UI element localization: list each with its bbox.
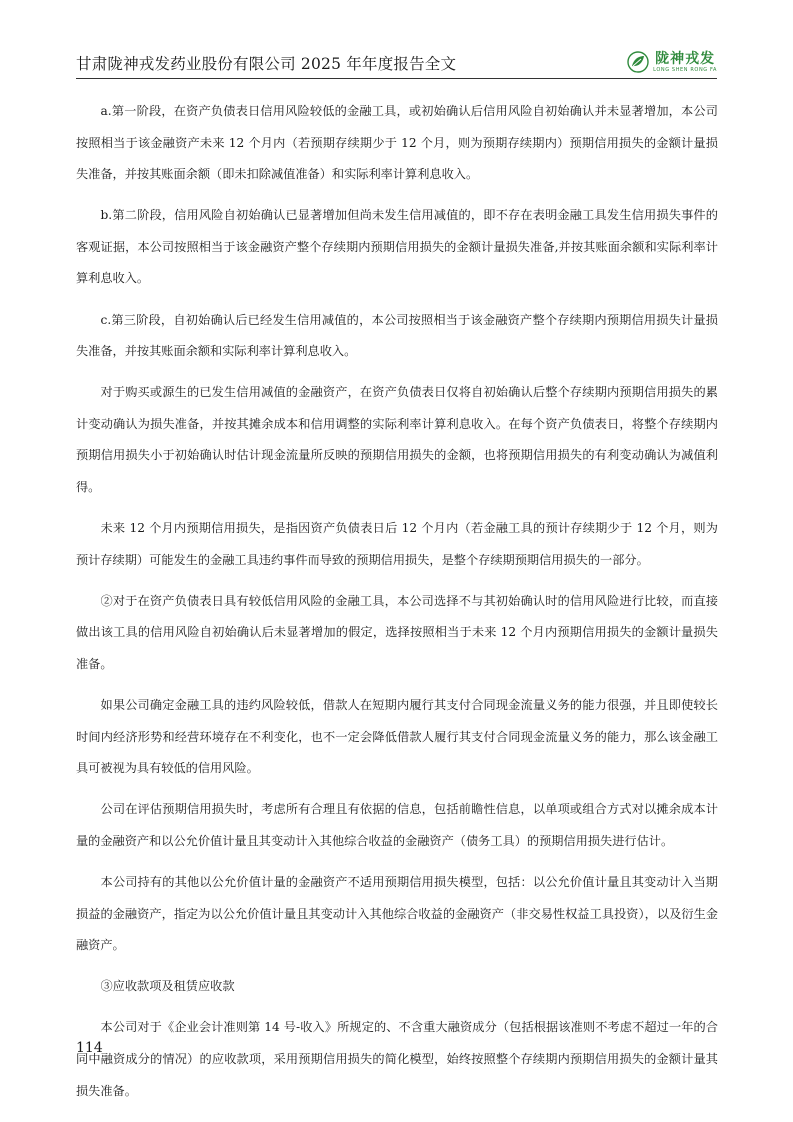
page-header	[76, 48, 717, 76]
logo-english-text: LONG SHEN RONG FA	[653, 66, 717, 73]
paragraph-low-credit-risk: ②对于在资产负债表日具有较低信用风险的金融工具，本公司选择不与其初始确认时的信用风险进行比较，而直接做出该工具的信用风险自初始确认后未显著增加的假定，选择按照相当于未来 12 个月内预期信用损失的金额计量损失准备。	[76, 593, 718, 671]
paragraph-purchased-impaired: 对于购买或源生的已发生信用减值的金融资产，在资产负债表日仅将自初始确认后整个存续期内预期信用损失的累计变动确认为损失准备，并按其摊余成本和信用调整的实际利率计算利息收入。在每个资产负债表日，将整个存续期内预期信用损失小于初始确认时估计现金流量所反映的预期信用损失的金额，也将预期信用损失的有利变动确认为减值利得。	[76, 385, 718, 495]
paragraph-default-risk: 如果公司确定金融工具的违约风险较低，借款人在短期内履行其支付合同现金流量义务的能力很强，并且即使较长时间内经济形势和经营环境存在不利变化，也不一定会降低借款人履行其支付合同现金流量义务的能力，那么该金融工具可被视为具有较低的信用风险。	[76, 698, 718, 776]
logo-chinese-text: 陇神戎发	[655, 50, 716, 67]
document-body	[76, 96, 718, 1117]
paragraph-12-month-ecl: 未来 12 个月内预期信用损失，是指因资产负债表日后 12 个月内（若金融工具的预计存续期少于 12 个月，则为预计存续期）可能发生的金融工具违约事件而导致的预期信用损失，是整个存续期预期信用损失的一部分。	[76, 521, 718, 567]
paragraph-assessment: 公司在评估预期信用损失时，考虑所有合理且有依据的信息，包括前瞻性信息，以单项或组合方式对以摊余成本计量的金融资产和以公允价值计量且其变动计入其他综合收益的金融资产（债务工具）的预期信用损失进行估计。	[76, 802, 718, 848]
header-divider	[76, 78, 717, 79]
company-logo	[627, 48, 717, 76]
paragraph-fair-value-assets: 本公司持有的其他以公允价值计量的金融资产不适用预期信用损失模型，包括：以公允价值计量且其变动计入当期损益的金融资产，指定为以公允价值计量且其变动计入其他综合收益的金融资产（非交易性权益工具投资），以及衍生金融资产。	[76, 875, 718, 953]
leaf-logo-icon	[627, 51, 649, 73]
section-heading-receivables: ③应收款项及租赁应收款	[100, 979, 235, 994]
paragraph-stage-two: b.第二阶段，信用风险自初始确认已显著增加但尚未发生信用减值的，即不存在表明金融工具发生信用损失事件的客观证据，本公司按照相当于该金融资产整个存续期内预期信用损失的金额计量损失准备,并按其账面余额和实际利率计算利息收入。	[76, 208, 718, 286]
paragraph-stage-three: c.第三阶段，自初始确认后已经发生信用减值的，本公司按照相当于该金融资产整个存续期内预期信用损失计量损失准备，并按其账面余额和实际利率计算利息收入。	[76, 312, 718, 359]
report-title: 甘肃陇神戎发药业股份有限公司 2025 年年度报告全文	[76, 55, 457, 73]
paragraph-stage-one: a.第一阶段，在资产负债表日信用风险较低的金融工具，或初始确认后信用风险自初始确认并未显著增加，本公司按照相当于该金融资产未来 12 个月内（若预期存续期少于 12 个月，则为预期存续期内）预期信用损失的金额计量损失准备，并按其账面余额（即未扣除减值准备）和实际利率计算利息收入。	[76, 104, 718, 182]
page-number: 114	[76, 1040, 103, 1056]
paragraph-receivables: 本公司对于《企业会计准则第 14 号-收入》所规定的、不含重大融资成分（包括根据该准则不考虑不超过一年的合同中融资成分的情况）的应收款项，采用预期信用损失的简化模型，始终按照整个存续期内预期信用损失的金额计量其损失准备。	[76, 1020, 718, 1098]
